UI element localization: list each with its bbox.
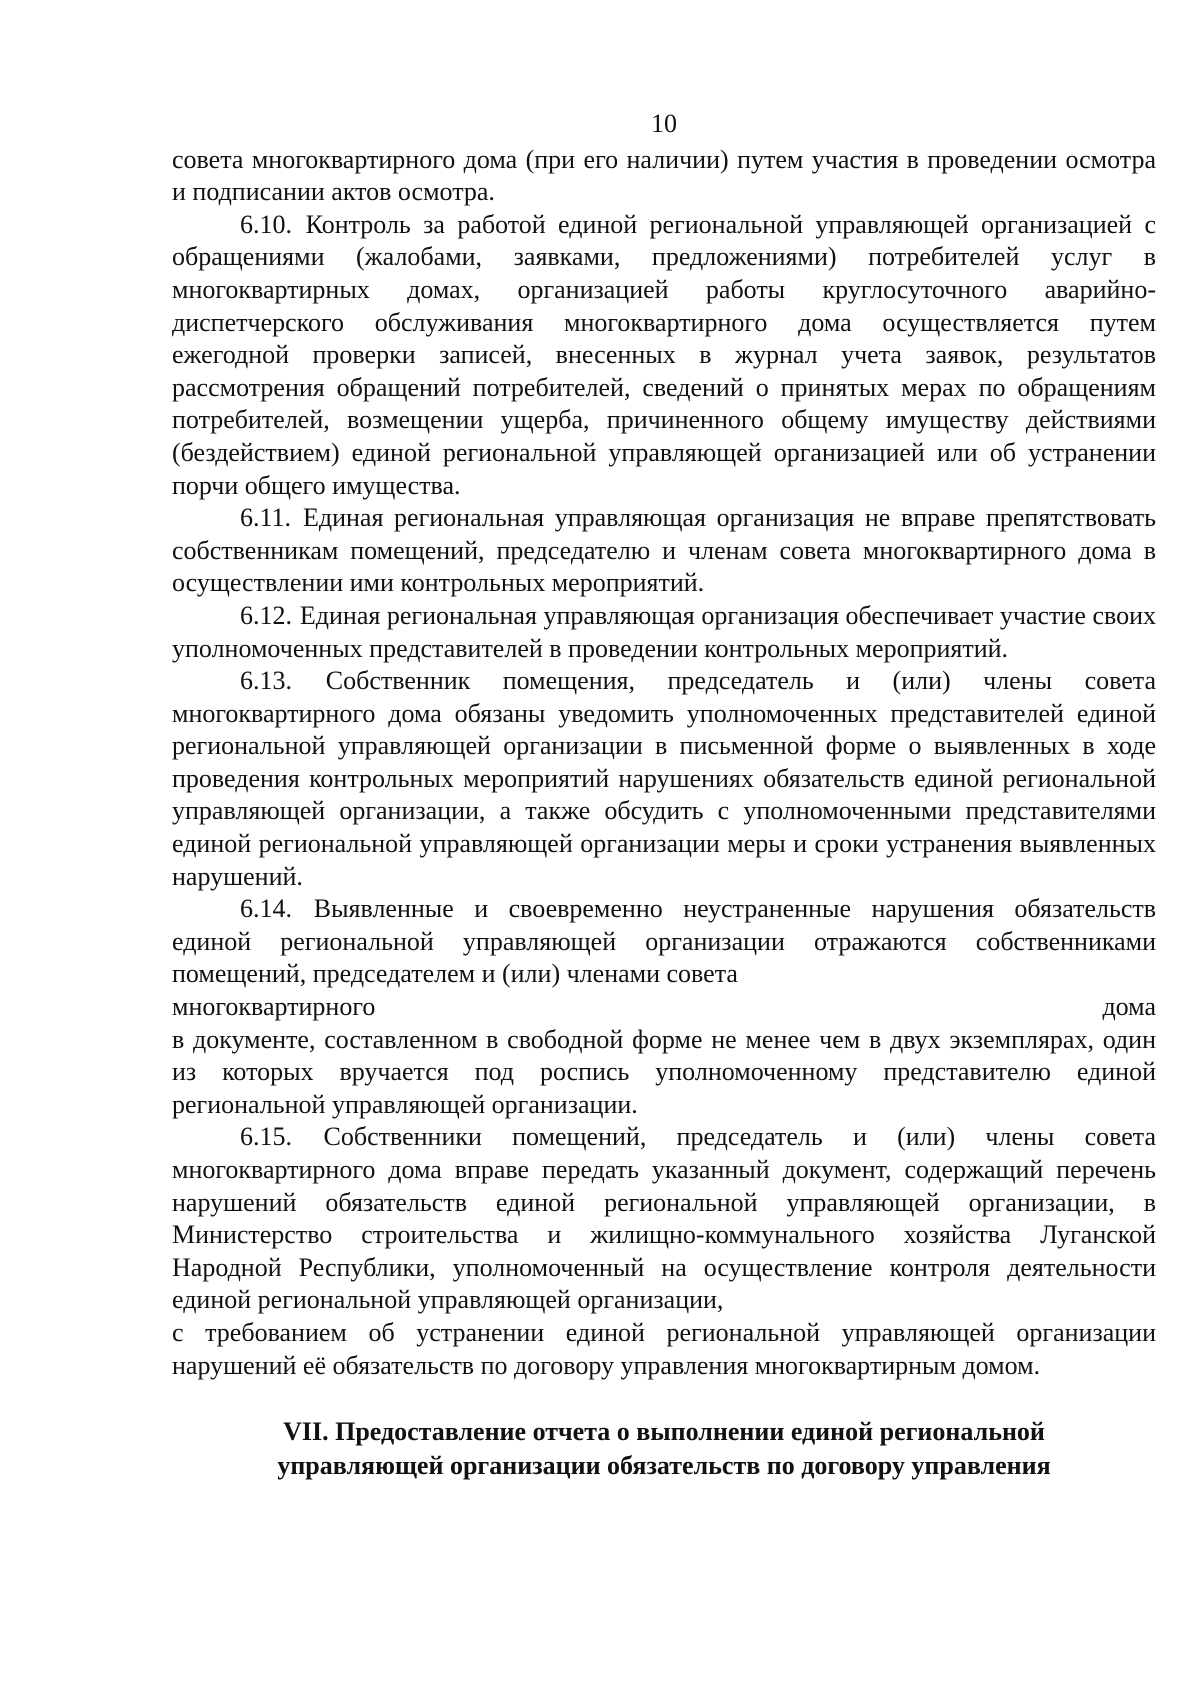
paragraph-text: Выявленные и своевременно неустраненные нарушения обязательств единой региональной управляющей организации отражаются собственниками помещений, председателем и (или) членами совета — [172, 894, 1156, 989]
section-heading — [172, 1415, 1156, 1483]
paragraph-number: 6.10. — [240, 209, 292, 239]
paragraph-number: 6.15. — [240, 1122, 292, 1152]
paragraph-number: 6.13. — [240, 666, 292, 696]
paragraph-text: Собственники помещений, председатель и (или) члены совета многоквартирного дома вправе передать указанный документ, содержащий перечень нарушений обязательств единой региональной управляющей организации, в Министерство строительства и жилищно-коммунального хозяйства Луганской Народной Республики, уполномоченный на осуществление контроля деятельности единой региональной управляющей организации, — [172, 1122, 1157, 1315]
paragraph-text: совета многоквартирного дома (при его наличии) путем участия в проведении осмотра и подписании актов осмотра. — [172, 144, 1156, 207]
section-heading-line-2: управляющей организации обязательств по договору управления — [277, 1451, 1051, 1481]
section-heading-line-1: VII. Предоставление отчета о выполнении единой региональной — [283, 1417, 1045, 1447]
paragraph-6-14 — [172, 893, 1156, 991]
paragraph-6-15 — [172, 1121, 1156, 1317]
paragraph-continuation — [172, 144, 1156, 209]
split-line-right: дома — [1102, 992, 1156, 1022]
paragraph-number: 6.11. — [240, 503, 292, 533]
split-line-left: многоквартирного — [172, 992, 376, 1022]
paragraph-text: Собственник помещения, председатель и (или) члены совета многоквартирного дома обязаны уведомить уполномоченных представителей единой региональной управляющей организации в письменной форме о выявленных в ходе проведения контрольных мероприятий нарушениях обязательств единой региональной управляющей организации, а также обсудить с уполномоченными представителями единой региональной управляющей организации меры и сроки устранения выявленных нарушений. — [172, 666, 1156, 891]
paragraph-text: Единая региональная управляющая организация обеспечивает участие своих уполномоченных представителей в проведении контрольных мероприятий. — [172, 600, 1156, 663]
document-page — [172, 108, 1156, 1483]
paragraph-continuation-6-15 — [172, 1317, 1156, 1382]
paragraph-text: Контроль за работой единой региональной управляющей организацией с обращениями (жалобами, заявками, предложениями) потребителей услуг в многоквартирных домах, организацией работы круглосуточного аварийно-диспетчерского обслуживания многоквартирного дома осуществляется путем ежегодной проверки записей, внесенных в журнал учета заявок, результатов рассмотрения обращений потребителей, сведений о принятых мерах по обращениям потребителей, возмещении ущерба, причиненного общему имуществу действиями (бездействием) единой региональной управляющей организацией или об устранении порчи общего имущества. — [172, 209, 1156, 500]
paragraph-6-10 — [172, 209, 1156, 502]
paragraph-number: 6.12. — [240, 600, 292, 630]
paragraph-continuation-6-14 — [172, 1024, 1156, 1122]
split-justified-line — [172, 991, 1156, 1024]
paragraph-6-12 — [172, 600, 1156, 665]
paragraph-text: в документе, составленном в свободной форме не менее чем в двух экземплярах, один из которых вручается под роспись уполномоченному представителю единой региональной управляющей организации. — [172, 1024, 1156, 1119]
page-number: 10 — [651, 109, 677, 138]
paragraph-text: Единая региональная управляющая организация не вправе препятствовать собственникам помещений, председателю и членам совета многоквартирного дома в осуществлении ими контрольных мероприятий. — [172, 503, 1157, 598]
paragraph-6-11 — [172, 502, 1156, 600]
paragraph-6-13 — [172, 665, 1156, 893]
paragraph-number: 6.14. — [240, 894, 292, 924]
paragraph-text: с требованием об устранении единой региональной управляющей организации нарушений её обязательств по договору управления многоквартирным домом. — [172, 1317, 1156, 1380]
